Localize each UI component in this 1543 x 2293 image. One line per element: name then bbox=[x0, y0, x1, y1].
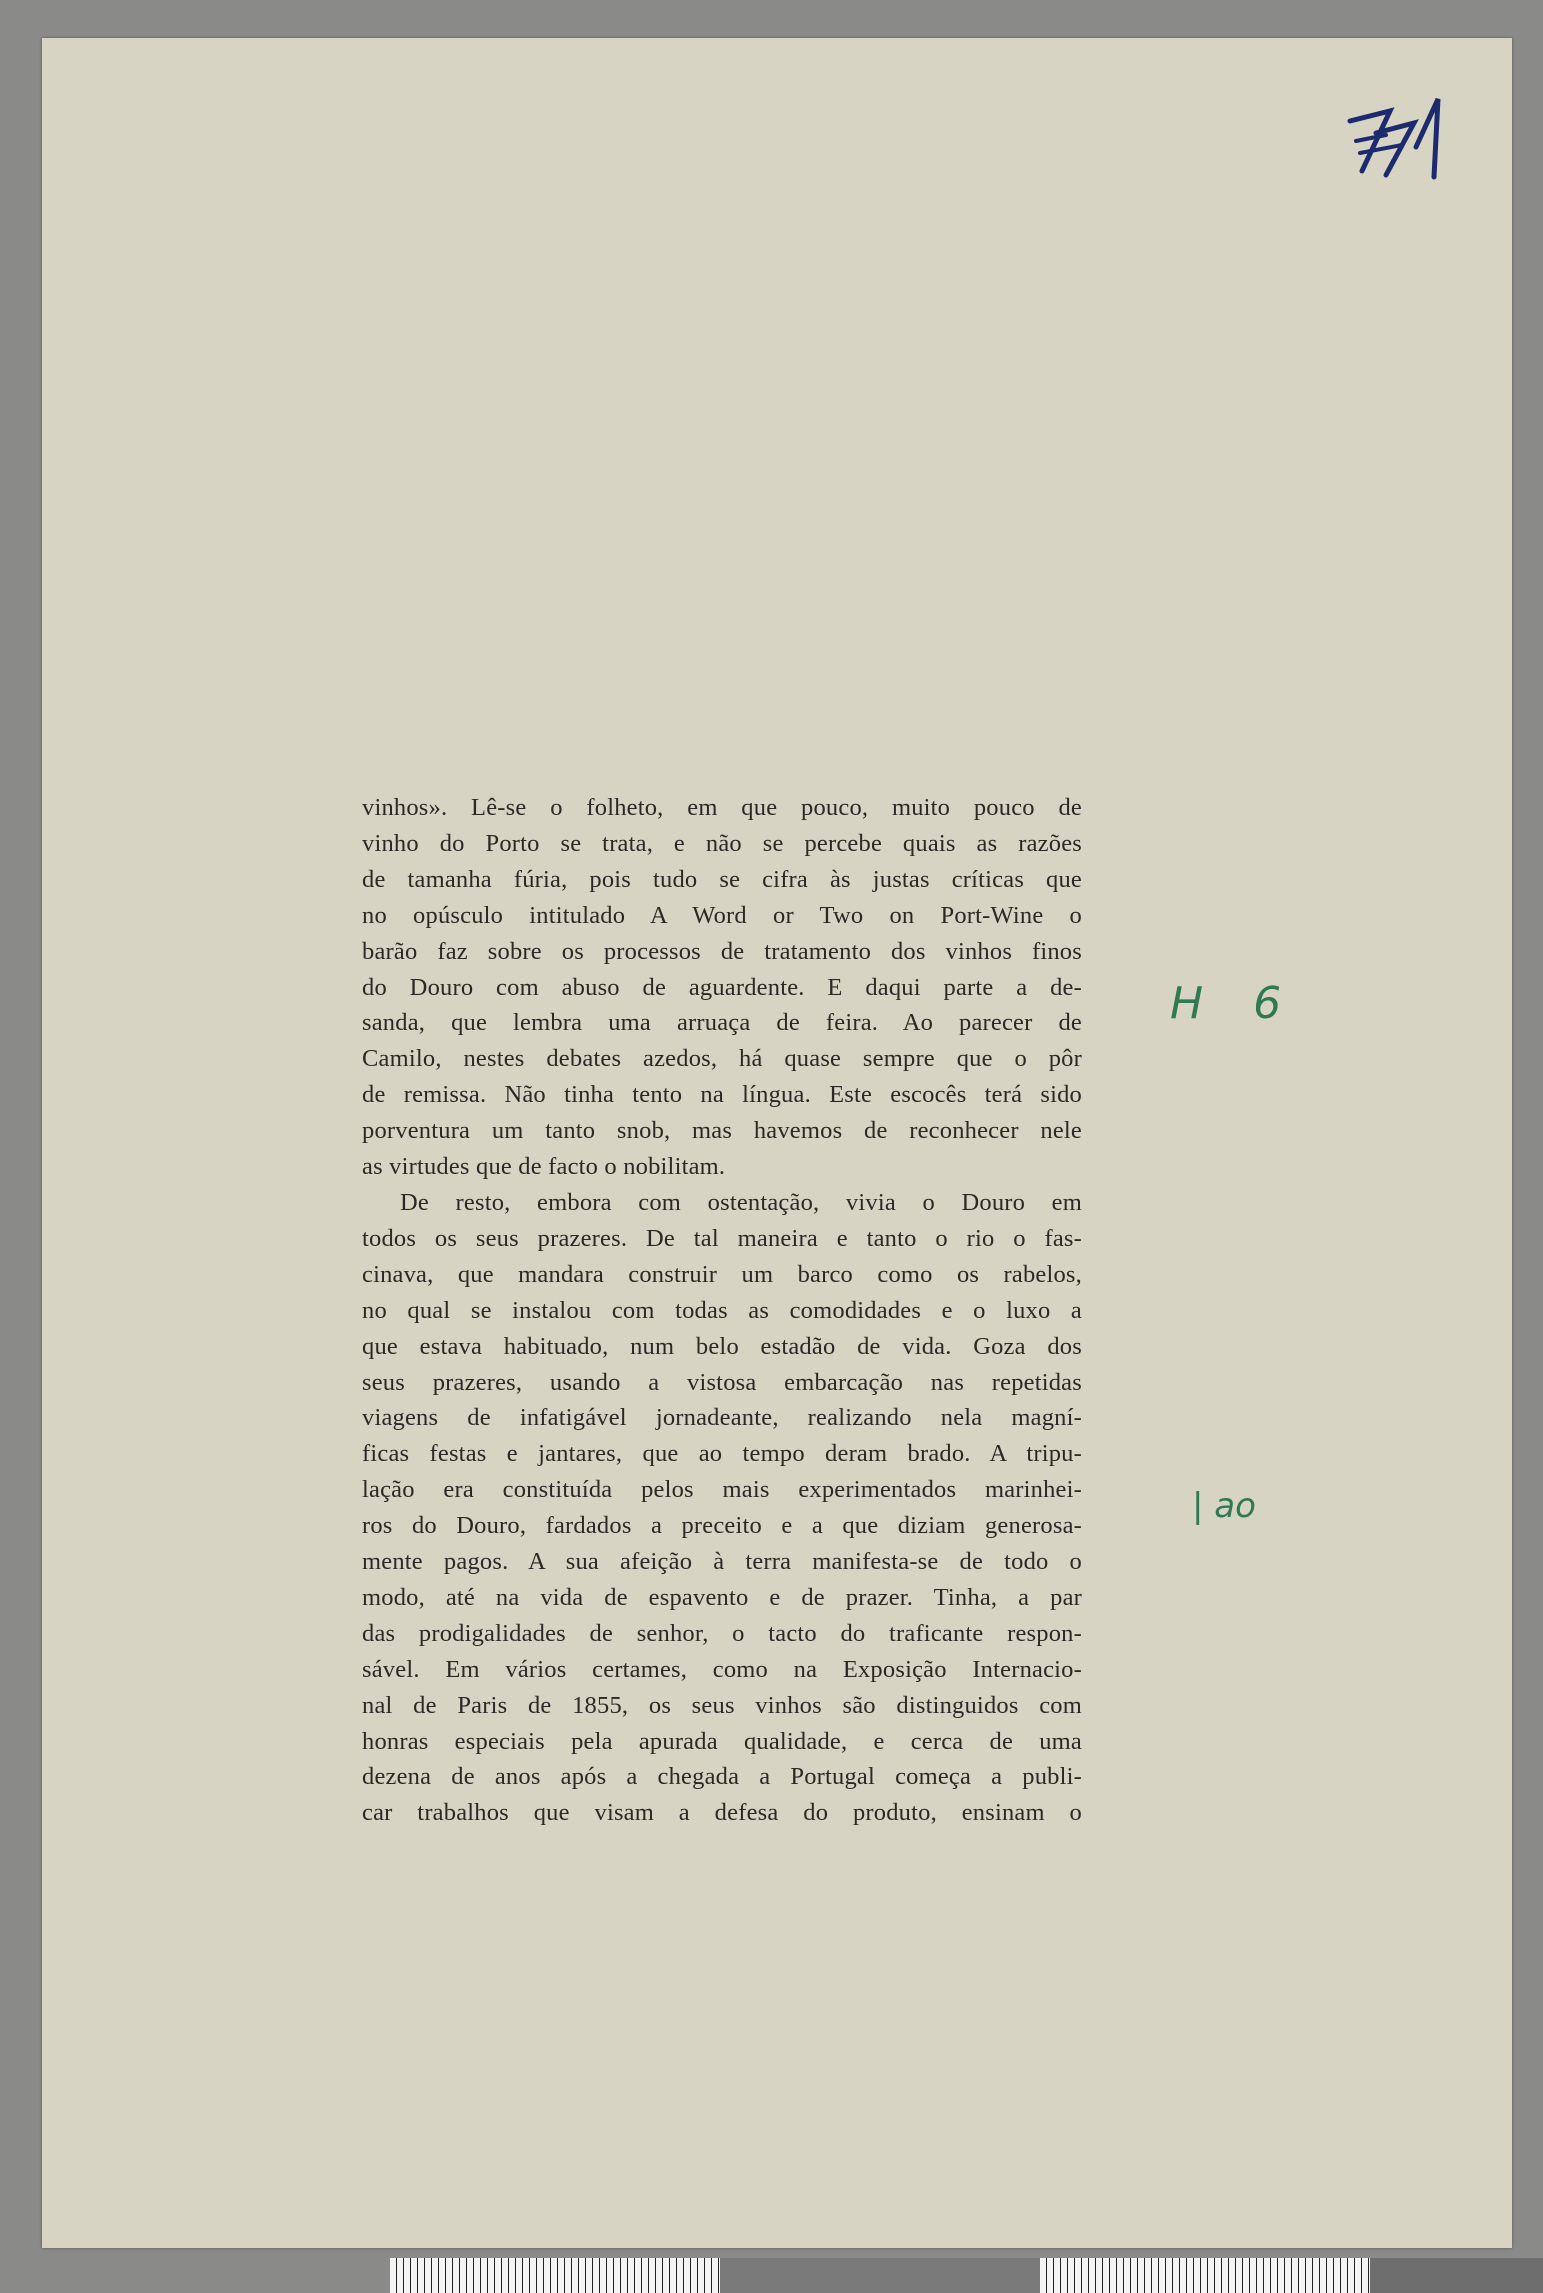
text-line: nal de Paris de 1855, os seus vinhos são distinguidos com bbox=[362, 1691, 1082, 1719]
text-line: vinhos». Lê-se o folheto, em que pouco, muito pouco de bbox=[362, 794, 1082, 821]
text-line: ficas festas e jantares, que ao tempo deram brado. A tripu- bbox=[362, 1440, 1082, 1468]
body-text bbox=[362, 790, 1082, 1831]
text-line: as virtudes que de facto o nobilitam. bbox=[362, 1153, 726, 1181]
text-line: Camilo, nestes debates azedos, há quase sempre que o pôr bbox=[362, 1045, 1082, 1073]
margin-annotation-ao: | ao bbox=[1192, 1486, 1256, 1526]
text-line: sanda, que lembra uma arruaça de feira. Ao parecer de bbox=[362, 1009, 1082, 1037]
text-line: seus prazeres, usando a vistosa embarcação nas repetidas bbox=[362, 1368, 1082, 1396]
text-line: que estava habituado, num belo estadão de vida. Goza dos bbox=[362, 1332, 1082, 1360]
margin-annotation-h6: H 6 bbox=[1170, 978, 1300, 1029]
text-line: De resto, embora com ostentação, vivia o Douro em bbox=[400, 1188, 1082, 1216]
document-page bbox=[42, 38, 1512, 2248]
scale-ruler-segment bbox=[720, 2258, 1040, 2293]
text-line: no opúsculo intitulado A Word or Two on Port-Wine o bbox=[362, 901, 1082, 929]
scale-ruler-segment bbox=[390, 2258, 720, 2293]
text-line: car trabalhos que visam a defesa do produto, ensinam o bbox=[362, 1799, 1082, 1827]
text-line: modo, até na vida de espavento e de prazer. Tinha, a par bbox=[362, 1583, 1082, 1611]
text-line: de tamanha fúria, pois tudo se cifra às justas críticas que bbox=[362, 865, 1082, 893]
text-line: do Douro com abuso de aguardente. E daqui parte a de- bbox=[362, 973, 1082, 1001]
text-line: todos os seus prazeres. De tal maneira e tanto o rio o fas- bbox=[362, 1224, 1082, 1252]
text-line: ros do Douro, fardados a preceito e a que diziam generosa- bbox=[362, 1512, 1082, 1540]
text-line: no qual se instalou com todas as comodidades e o luxo a bbox=[362, 1296, 1082, 1324]
text-line: viagens de infatigável jornadeante, realizando nela magní- bbox=[362, 1404, 1082, 1432]
scale-ruler-segment bbox=[1370, 2258, 1543, 2293]
text-line: mente pagos. A sua afeição à terra manifesta-se de todo o bbox=[362, 1548, 1082, 1576]
text-line: barão faz sobre os processos de tratamento dos vinhos finos bbox=[362, 937, 1082, 965]
text-line: cinava, que mandara construir um barco como os rabelos, bbox=[362, 1260, 1082, 1288]
text-line: honras especiais pela apurada qualidade, e cerca de uma bbox=[362, 1727, 1082, 1755]
text-line: das prodigalidades de senhor, o tacto do traficante respon- bbox=[362, 1619, 1082, 1647]
handwritten-folio-number bbox=[1342, 93, 1452, 183]
text-line: porventura um tanto snob, mas havemos de reconhecer nele bbox=[362, 1117, 1082, 1145]
text-line: vinho do Porto se trata, e não se percebe quais as razões bbox=[362, 829, 1082, 857]
text-line: dezena de anos após a chegada a Portugal começa a publi- bbox=[362, 1763, 1082, 1791]
text-line: de remissa. Não tinha tento na língua. Este escocês terá sido bbox=[362, 1081, 1082, 1109]
text-line: sável. Em vários certames, como na Exposição Internacio- bbox=[362, 1655, 1082, 1683]
scale-ruler-segment bbox=[1040, 2258, 1370, 2293]
text-line: lação era constituída pelos mais experimentados marinhei- bbox=[362, 1476, 1082, 1504]
